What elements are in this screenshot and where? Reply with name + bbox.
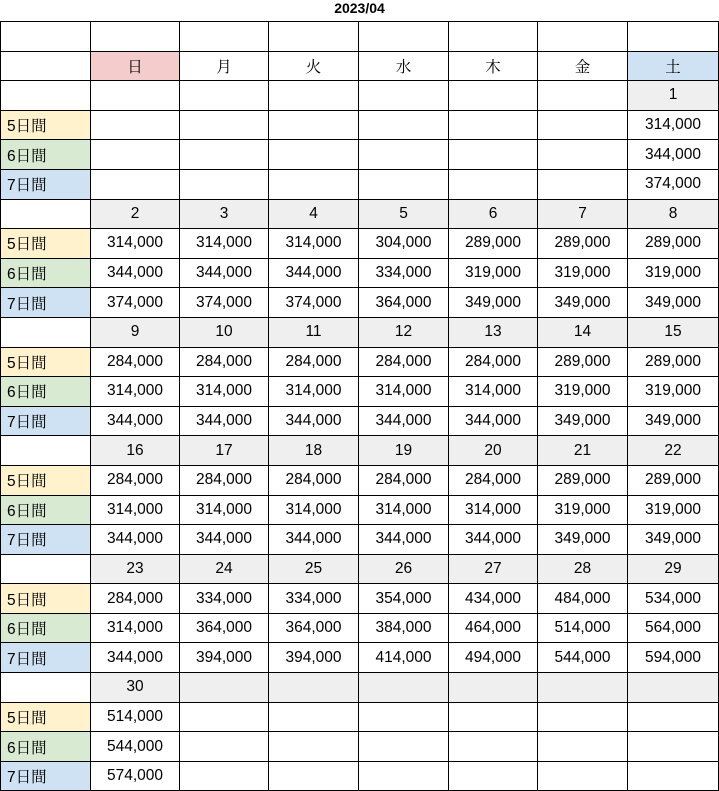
price-cell: 289,000 [538, 347, 628, 377]
price-cell: 314,000 [628, 110, 719, 140]
price-row [1, 110, 719, 140]
price-cell [359, 110, 449, 140]
price-cell: 374,000 [91, 288, 180, 318]
price-cell [359, 702, 449, 732]
price-cell: 354,000 [359, 584, 449, 614]
price-cell: 349,000 [628, 525, 719, 555]
empty-cell [269, 22, 359, 52]
price-cell [269, 732, 359, 762]
date-cell: 10 [180, 317, 269, 347]
price-cell [538, 702, 628, 732]
empty-cell [1, 81, 91, 111]
duration-label: 6日間 [1, 377, 91, 407]
price-cell: 544,000 [91, 732, 180, 762]
price-cell [449, 761, 538, 791]
price-cell: 334,000 [180, 584, 269, 614]
price-cell [269, 761, 359, 791]
weekday-header: 水 [359, 51, 449, 81]
price-cell: 284,000 [359, 347, 449, 377]
price-cell: 344,000 [269, 525, 359, 555]
price-cell: 574,000 [91, 761, 180, 791]
empty-cell [1, 436, 91, 466]
price-cell: 284,000 [91, 347, 180, 377]
price-row [1, 347, 719, 377]
price-cell: 319,000 [538, 377, 628, 407]
price-row [1, 288, 719, 318]
empty-cell [628, 22, 719, 52]
date-cell [538, 81, 628, 111]
empty-cell [449, 22, 538, 52]
price-cell [359, 761, 449, 791]
price-row [1, 377, 719, 407]
price-cell [449, 140, 538, 170]
price-cell: 289,000 [628, 465, 719, 495]
price-cell: 434,000 [449, 584, 538, 614]
price-cell: 564,000 [628, 613, 719, 643]
price-cell: 319,000 [628, 258, 719, 288]
price-cell: 314,000 [180, 377, 269, 407]
date-cell [449, 81, 538, 111]
price-cell [538, 140, 628, 170]
price-cell: 344,000 [91, 258, 180, 288]
empty-cell [1, 317, 91, 347]
empty-cell [1, 554, 91, 584]
price-cell: 344,000 [180, 258, 269, 288]
price-cell: 484,000 [538, 584, 628, 614]
date-cell [449, 673, 538, 703]
price-cell: 534,000 [628, 584, 719, 614]
price-cell: 289,000 [538, 465, 628, 495]
price-cell [269, 169, 359, 199]
price-cell: 289,000 [628, 347, 719, 377]
price-cell: 284,000 [180, 465, 269, 495]
date-cell: 24 [180, 554, 269, 584]
price-cell: 304,000 [359, 229, 449, 259]
price-cell: 344,000 [269, 406, 359, 436]
price-cell [359, 140, 449, 170]
date-row [1, 317, 719, 347]
price-cell: 284,000 [180, 347, 269, 377]
duration-label: 6日間 [1, 732, 91, 762]
date-cell: 6 [449, 199, 538, 229]
price-cell: 344,000 [91, 525, 180, 555]
price-row [1, 169, 719, 199]
price-row [1, 761, 719, 791]
price-cell: 284,000 [359, 465, 449, 495]
price-cell: 319,000 [538, 258, 628, 288]
price-cell: 344,000 [359, 406, 449, 436]
price-cell [180, 761, 269, 791]
duration-label: 6日間 [1, 140, 91, 170]
price-cell [180, 110, 269, 140]
price-cell: 289,000 [628, 229, 719, 259]
price-row [1, 702, 719, 732]
price-cell: 394,000 [269, 643, 359, 673]
price-cell: 344,000 [180, 525, 269, 555]
duration-label: 7日間 [1, 643, 91, 673]
date-cell: 16 [91, 436, 180, 466]
price-cell: 374,000 [180, 288, 269, 318]
price-cell: 284,000 [269, 347, 359, 377]
price-cell: 284,000 [269, 465, 359, 495]
price-row [1, 258, 719, 288]
price-cell: 314,000 [359, 377, 449, 407]
calendar-title: 2023/04 [334, 0, 385, 16]
date-cell [91, 81, 180, 111]
price-cell: 284,000 [449, 465, 538, 495]
duration-label: 6日間 [1, 613, 91, 643]
date-cell: 19 [359, 436, 449, 466]
date-cell: 18 [269, 436, 359, 466]
price-cell: 284,000 [449, 347, 538, 377]
price-cell: 344,000 [449, 406, 538, 436]
date-cell: 2 [91, 199, 180, 229]
date-cell: 9 [91, 317, 180, 347]
date-cell: 3 [180, 199, 269, 229]
date-cell [538, 673, 628, 703]
duration-label: 5日間 [1, 229, 91, 259]
date-row [1, 436, 719, 466]
price-row [1, 613, 719, 643]
price-cell: 344,000 [180, 406, 269, 436]
price-cell: 374,000 [628, 169, 719, 199]
weekday-header-row [1, 51, 719, 81]
price-cell: 364,000 [359, 288, 449, 318]
price-cell: 364,000 [180, 613, 269, 643]
price-cell: 349,000 [538, 406, 628, 436]
duration-label: 5日間 [1, 584, 91, 614]
price-cell: 314,000 [91, 495, 180, 525]
price-cell [449, 110, 538, 140]
date-row [1, 673, 719, 703]
price-cell [538, 110, 628, 140]
price-cell: 314,000 [269, 377, 359, 407]
date-row [1, 199, 719, 229]
date-row [1, 81, 719, 111]
date-cell: 13 [449, 317, 538, 347]
price-cell [91, 110, 180, 140]
price-row [1, 229, 719, 259]
price-cell [180, 702, 269, 732]
price-cell: 314,000 [180, 229, 269, 259]
price-cell: 314,000 [91, 229, 180, 259]
price-row [1, 406, 719, 436]
date-row [1, 554, 719, 584]
price-cell: 314,000 [359, 495, 449, 525]
price-cell: 344,000 [359, 525, 449, 555]
price-cell: 349,000 [538, 288, 628, 318]
date-cell: 4 [269, 199, 359, 229]
price-cell: 314,000 [449, 495, 538, 525]
price-cell: 594,000 [628, 643, 719, 673]
price-cell: 284,000 [91, 465, 180, 495]
duration-label: 6日間 [1, 495, 91, 525]
price-cell: 289,000 [449, 229, 538, 259]
price-cell: 319,000 [538, 495, 628, 525]
price-cell [538, 169, 628, 199]
price-cell [180, 169, 269, 199]
price-cell [269, 110, 359, 140]
date-cell [359, 81, 449, 111]
price-cell [628, 732, 719, 762]
empty-cell [91, 22, 180, 52]
price-cell [449, 702, 538, 732]
price-cell: 344,000 [628, 140, 719, 170]
price-cell: 364,000 [269, 613, 359, 643]
weekday-header: 火 [269, 51, 359, 81]
duration-label: 5日間 [1, 702, 91, 732]
price-row [1, 495, 719, 525]
empty-cell [1, 673, 91, 703]
date-cell: 17 [180, 436, 269, 466]
empty-cell [180, 22, 269, 52]
price-cell: 344,000 [91, 643, 180, 673]
date-cell [180, 81, 269, 111]
date-cell: 29 [628, 554, 719, 584]
price-cell: 319,000 [628, 377, 719, 407]
price-cell [359, 169, 449, 199]
price-cell [180, 140, 269, 170]
duration-label: 7日間 [1, 761, 91, 791]
price-cell: 514,000 [91, 702, 180, 732]
date-cell: 7 [538, 199, 628, 229]
price-cell: 344,000 [91, 406, 180, 436]
price-cell [91, 140, 180, 170]
empty-cell [1, 199, 91, 229]
price-row [1, 465, 719, 495]
price-row [1, 584, 719, 614]
duration-label: 5日間 [1, 110, 91, 140]
date-cell: 21 [538, 436, 628, 466]
price-cell [269, 702, 359, 732]
duration-label: 5日間 [1, 465, 91, 495]
price-cell [538, 732, 628, 762]
price-cell: 464,000 [449, 613, 538, 643]
weekday-header: 金 [538, 51, 628, 81]
weekday-header: 月 [180, 51, 269, 81]
price-row [1, 643, 719, 673]
price-cell: 349,000 [449, 288, 538, 318]
date-cell: 15 [628, 317, 719, 347]
price-cell: 344,000 [269, 258, 359, 288]
price-cell: 514,000 [538, 613, 628, 643]
weekday-header: 木 [449, 51, 538, 81]
duration-label: 7日間 [1, 288, 91, 318]
price-cell [91, 169, 180, 199]
date-cell: 23 [91, 554, 180, 584]
price-row [1, 140, 719, 170]
price-cell: 314,000 [269, 495, 359, 525]
empty-cell [1, 22, 91, 52]
price-cell: 284,000 [91, 584, 180, 614]
price-cell: 314,000 [91, 377, 180, 407]
date-cell: 20 [449, 436, 538, 466]
price-cell [538, 761, 628, 791]
date-cell: 5 [359, 199, 449, 229]
date-cell: 27 [449, 554, 538, 584]
price-cell: 349,000 [538, 525, 628, 555]
duration-label: 7日間 [1, 169, 91, 199]
price-cell [628, 702, 719, 732]
price-cell: 334,000 [269, 584, 359, 614]
price-cell: 319,000 [449, 258, 538, 288]
price-cell: 314,000 [91, 613, 180, 643]
price-cell: 319,000 [628, 495, 719, 525]
price-cell: 314,000 [449, 377, 538, 407]
date-cell: 1 [628, 81, 719, 111]
price-cell [269, 140, 359, 170]
price-cell: 314,000 [180, 495, 269, 525]
date-cell [269, 81, 359, 111]
date-cell: 30 [91, 673, 180, 703]
date-cell: 11 [269, 317, 359, 347]
duration-label: 6日間 [1, 258, 91, 288]
price-cell: 349,000 [628, 288, 719, 318]
date-cell [269, 673, 359, 703]
price-row [1, 525, 719, 555]
price-cell [628, 761, 719, 791]
price-row [1, 732, 719, 762]
weekday-header: 日 [91, 51, 180, 81]
spacer-row [1, 22, 719, 52]
duration-label: 5日間 [1, 347, 91, 377]
price-cell: 289,000 [538, 229, 628, 259]
date-cell [180, 673, 269, 703]
price-cell: 384,000 [359, 613, 449, 643]
price-cell: 544,000 [538, 643, 628, 673]
price-cell [449, 169, 538, 199]
price-cell [449, 732, 538, 762]
price-cell: 494,000 [449, 643, 538, 673]
price-cell [180, 732, 269, 762]
date-cell: 8 [628, 199, 719, 229]
price-cell: 314,000 [269, 229, 359, 259]
price-cell: 374,000 [269, 288, 359, 318]
date-cell: 26 [359, 554, 449, 584]
price-cell: 349,000 [628, 406, 719, 436]
empty-cell [359, 22, 449, 52]
price-cell [359, 732, 449, 762]
date-cell: 12 [359, 317, 449, 347]
price-cell: 344,000 [449, 525, 538, 555]
price-cell: 394,000 [180, 643, 269, 673]
price-cell: 334,000 [359, 258, 449, 288]
weekday-header: 土 [628, 51, 719, 81]
date-cell: 14 [538, 317, 628, 347]
date-cell: 28 [538, 554, 628, 584]
duration-label: 7日間 [1, 525, 91, 555]
price-calendar-table [0, 21, 719, 791]
duration-label: 7日間 [1, 406, 91, 436]
empty-cell [1, 51, 91, 81]
date-cell [359, 673, 449, 703]
date-cell [628, 673, 719, 703]
date-cell: 25 [269, 554, 359, 584]
price-cell: 414,000 [359, 643, 449, 673]
date-cell: 22 [628, 436, 719, 466]
empty-cell [538, 22, 628, 52]
